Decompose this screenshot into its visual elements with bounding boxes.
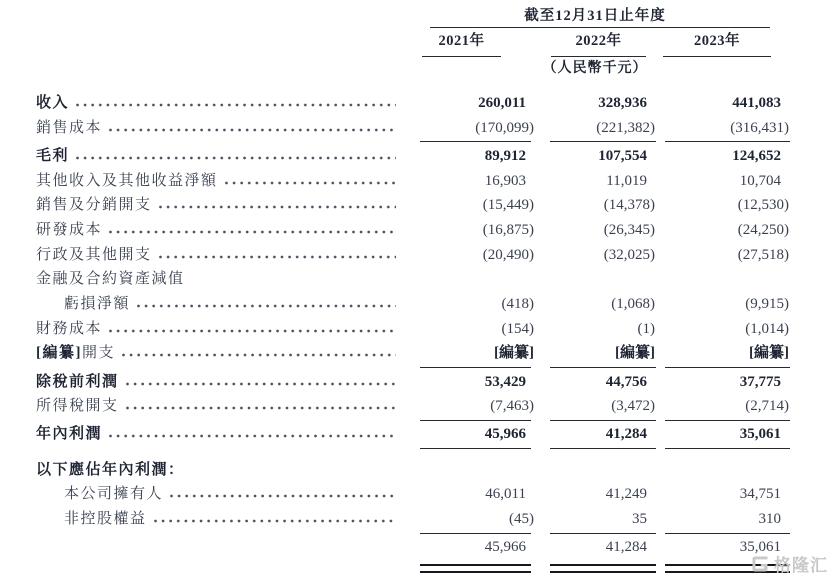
value-cell (535, 244, 656, 267)
value-cell (400, 219, 535, 242)
value-text: [編纂] (615, 345, 655, 362)
row-label-cell (0, 459, 400, 482)
grand-total-double-rule (0, 564, 830, 574)
table-row (0, 371, 830, 396)
value-text: 310 (758, 511, 781, 527)
value-cell (400, 194, 535, 217)
value-cell (656, 342, 790, 365)
value-text: (12,530) (737, 197, 789, 214)
value-cell (535, 92, 656, 115)
row-label: 行政及其他開支 (36, 246, 152, 263)
table-row (0, 92, 830, 117)
table-row (0, 293, 830, 318)
value-text: 260,011 (478, 95, 526, 111)
value-cell (656, 219, 790, 242)
value-text: (316,431) (730, 119, 789, 136)
row-label-cell (0, 145, 400, 168)
value-cell (400, 92, 535, 115)
dot-leader (122, 353, 396, 357)
row-label-cell (0, 483, 400, 506)
dot-leader (109, 230, 396, 234)
value-cell (400, 536, 535, 559)
row-label: [編纂]開支 (36, 345, 116, 362)
value-cell (656, 293, 790, 316)
value-text: (418) (501, 296, 534, 312)
dot-leader (225, 181, 396, 185)
value-cell (656, 170, 790, 193)
value-cell (535, 536, 656, 559)
table-body (0, 92, 830, 574)
value-text: (221,382) (596, 119, 655, 136)
value-cell (400, 170, 535, 193)
value-cell (535, 117, 656, 140)
dot-leader (76, 156, 396, 160)
value-text: 107,554 (598, 147, 647, 164)
value-text: (16,875) (482, 221, 534, 238)
row-label-cell (0, 342, 400, 365)
period-header-span (400, 4, 790, 28)
value-text: 35,061 (739, 426, 781, 443)
value-cell (535, 395, 656, 418)
row-label: 非控股權益 (64, 511, 147, 527)
value-cell (656, 371, 790, 394)
value-text: [編纂] (494, 345, 534, 362)
dot-leader (76, 103, 396, 107)
value-cell (656, 423, 790, 446)
value-text: (2,714) (745, 398, 789, 415)
value-cell (535, 145, 656, 168)
row-label-cell (0, 395, 400, 418)
row-label-cell (0, 318, 400, 341)
value-text: (7,463) (490, 398, 534, 415)
value-cell (656, 508, 790, 531)
dot-leader (154, 519, 396, 523)
spacer (0, 452, 830, 459)
value-text: 53,429 (484, 373, 526, 390)
row-label-cell (0, 117, 400, 140)
row-label: 金融及合約資產減值 (36, 271, 185, 288)
table-row (0, 342, 830, 367)
table-row (0, 145, 830, 170)
table-row (0, 194, 830, 219)
table-row (0, 483, 830, 508)
value-cell (656, 244, 790, 267)
row-label-cell (0, 423, 400, 446)
value-text: (26,345) (603, 221, 655, 238)
value-text: [編纂] (749, 345, 789, 362)
row-label: 毛利 (36, 147, 70, 164)
row-label: 財務成本 (36, 320, 103, 337)
row-label: 年內利潤 (36, 426, 103, 443)
value-cell (400, 145, 535, 168)
table-row (0, 244, 830, 269)
value-text: 441,083 (732, 95, 781, 111)
value-text: 44,756 (605, 373, 647, 390)
value-cell (400, 395, 535, 418)
dot-leader (109, 434, 396, 438)
row-label-cell (0, 371, 400, 394)
watermark (750, 551, 828, 576)
row-label: 除稅前利潤 (36, 373, 119, 390)
value-cell (400, 483, 535, 506)
value-text: (15,449) (482, 197, 534, 214)
row-label: 以下應佔年內利潤： (36, 461, 185, 478)
row-label-cell (0, 170, 400, 193)
table-row (0, 508, 830, 533)
value-cell (400, 293, 535, 316)
value-cell (400, 508, 535, 531)
value-text: (170,099) (475, 119, 534, 136)
row-label: 銷售及分銷開支 (36, 197, 152, 214)
year-column-header-2021: 2021年 (422, 30, 501, 57)
row-label-cell (0, 508, 400, 531)
table-row (0, 423, 830, 448)
value-text: 41,284 (605, 426, 647, 443)
value-cell (535, 219, 656, 242)
watermark-brand-text: 格隆汇 (774, 556, 828, 575)
value-text: 45,966 (484, 426, 526, 443)
row-label-cell (0, 293, 400, 316)
value-cell (400, 244, 535, 267)
value-cell (656, 318, 790, 341)
value-text: 45,966 (484, 539, 526, 556)
value-cell (656, 92, 790, 115)
value-text: 41,249 (605, 486, 647, 503)
value-text: 37,775 (739, 373, 781, 390)
period-header-row (0, 0, 830, 28)
value-text: (1) (637, 320, 655, 337)
year-header-row (0, 28, 830, 57)
value-text: (3,472) (611, 398, 655, 415)
value-text: 16,903 (484, 172, 526, 189)
value-cell (400, 342, 535, 365)
period-underline (430, 27, 770, 28)
value-text: (24,250) (737, 221, 789, 238)
row-label: 銷售成本 (36, 119, 103, 136)
value-cell (535, 423, 656, 446)
value-cell (656, 395, 790, 418)
value-text: 35 (632, 511, 647, 527)
value-cell (535, 508, 656, 531)
value-cell (400, 117, 535, 140)
sum-rule (0, 533, 830, 535)
row-label-cell (0, 268, 400, 291)
value-cell (535, 318, 656, 341)
value-cell (400, 371, 535, 394)
row-label-cell (0, 244, 400, 267)
year-column-header-2023: 2023年 (663, 30, 771, 57)
value-cell (535, 194, 656, 217)
sum-rule (0, 141, 830, 143)
table-header (0, 0, 830, 79)
value-text: (32,025) (603, 246, 655, 263)
table-row (0, 536, 830, 561)
dot-leader (159, 205, 396, 209)
dot-leader (137, 304, 396, 308)
value-text: (14,378) (603, 197, 655, 214)
table-row (0, 170, 830, 195)
row-label-cell (0, 219, 400, 242)
value-text: 89,912 (484, 147, 526, 164)
value-text: 124,652 (732, 147, 781, 164)
table-row (0, 117, 830, 142)
dot-leader (109, 128, 396, 132)
dot-leader (170, 494, 396, 498)
row-label: 研發成本 (36, 221, 103, 238)
row-label: 虧損淨額 (64, 296, 131, 312)
value-cell (656, 117, 790, 140)
dot-leader (126, 382, 396, 386)
table-row (0, 395, 830, 420)
value-text: 41,284 (605, 539, 647, 556)
table-row (0, 318, 830, 343)
value-text: 46,011 (485, 486, 526, 503)
value-text: 328,936 (598, 95, 647, 111)
value-text: 11,019 (606, 172, 647, 189)
table-row (0, 459, 830, 484)
dot-leader (109, 329, 396, 333)
value-text: 10,704 (739, 172, 781, 189)
value-text: 35,061 (739, 539, 781, 556)
sum-rule (0, 420, 830, 422)
sum-rule (0, 448, 830, 450)
dot-leader (126, 406, 396, 410)
value-text: (1,014) (745, 320, 789, 337)
row-label: 收入 (36, 95, 70, 111)
value-text: (9,915) (745, 296, 789, 312)
value-text: (20,490) (482, 246, 534, 263)
row-label-cell (0, 194, 400, 217)
value-cell (535, 483, 656, 506)
table-row (0, 219, 830, 244)
value-cell (535, 293, 656, 316)
value-text: (154) (501, 320, 534, 337)
sum-rule (0, 367, 830, 369)
value-cell (535, 170, 656, 193)
value-text: (27,518) (737, 246, 789, 263)
value-cell (656, 194, 790, 217)
value-cell (400, 318, 535, 341)
row-label: 本公司擁有人 (64, 486, 164, 503)
value-text: (1,068) (611, 296, 655, 312)
currency-unit-row (0, 57, 830, 79)
table-row (0, 268, 830, 293)
value-cell (656, 483, 790, 506)
year-column-header-2022: 2022年 (551, 30, 646, 57)
row-label: 其他收入及其他收益淨額 (36, 172, 218, 189)
row-label-cell (0, 92, 400, 115)
value-text: (45) (509, 511, 534, 527)
value-cell (535, 371, 656, 394)
period-title: 截至12月31日止年度 (524, 8, 666, 24)
currency-unit-note: （人民幣千元） (542, 61, 648, 76)
value-cell (400, 423, 535, 446)
dot-leader (159, 255, 396, 259)
value-cell (656, 145, 790, 168)
gelonghui-logo-icon (750, 554, 770, 574)
value-text: 34,751 (739, 486, 781, 503)
row-label: 所得稅開支 (36, 398, 119, 415)
value-cell (535, 342, 656, 365)
